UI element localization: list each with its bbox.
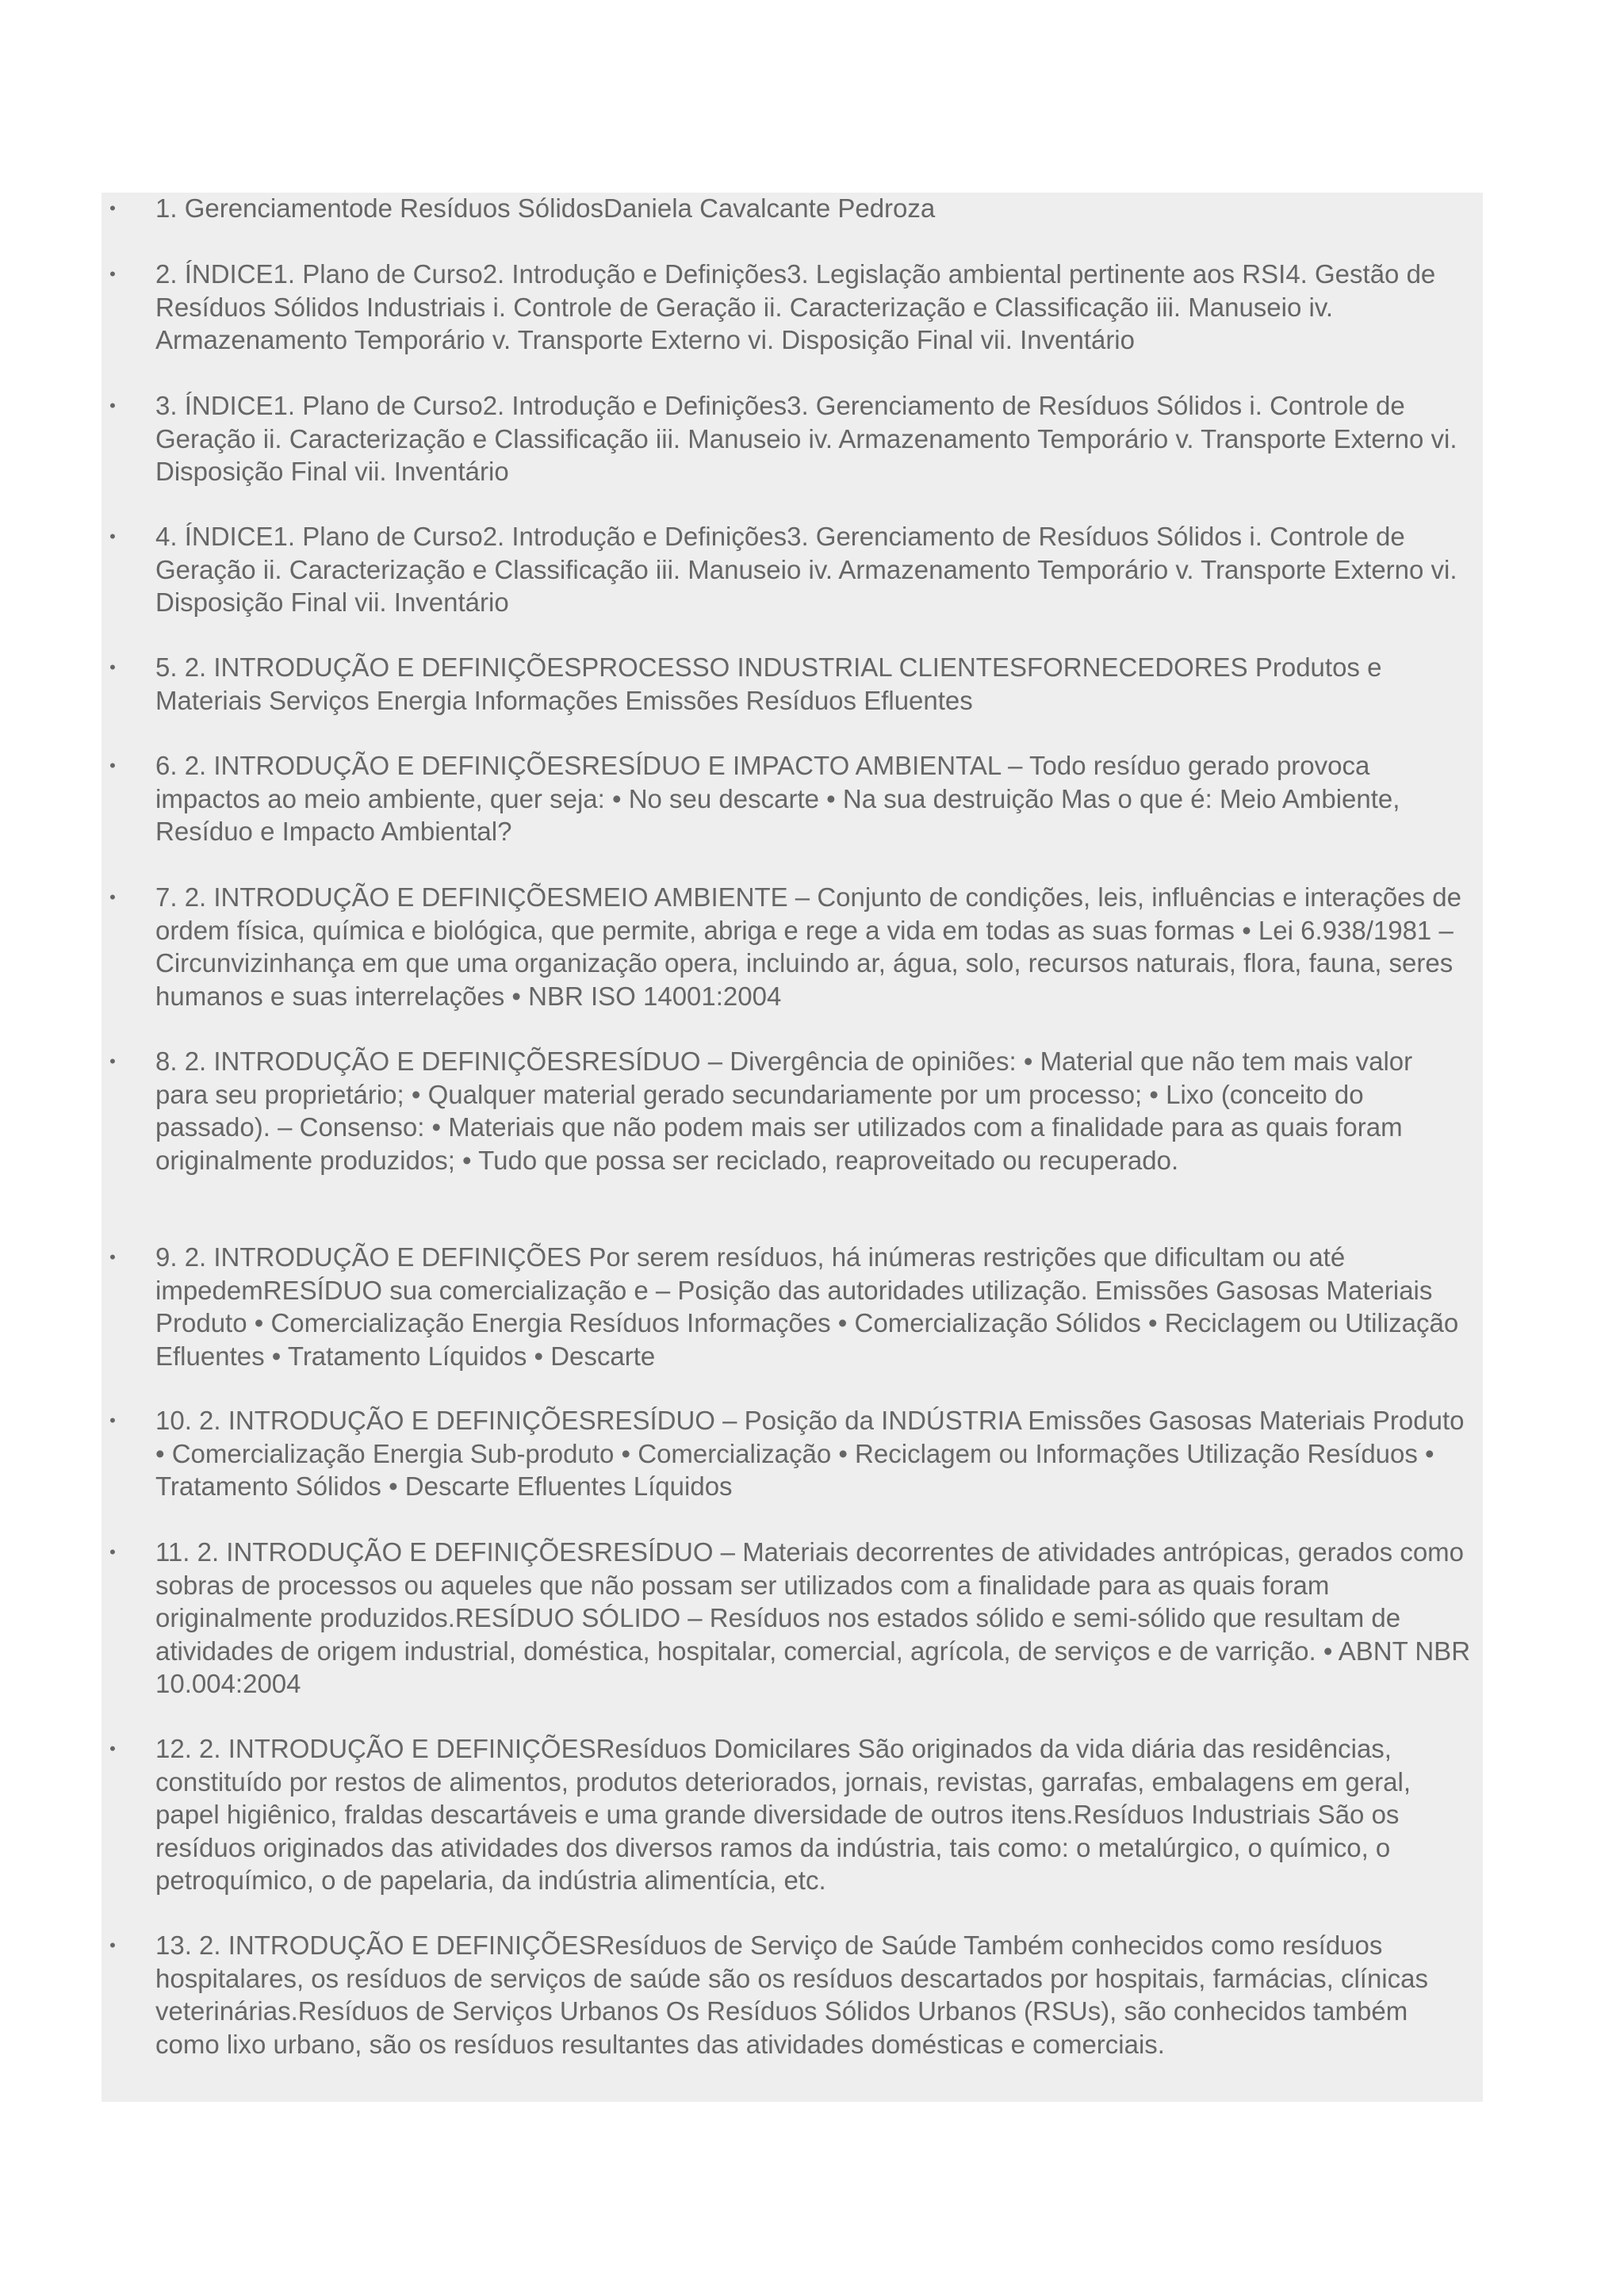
list-item bbox=[102, 1929, 1483, 2061]
list-item-text: 8. 2. INTRODUÇÃO E DEFINIÇÕESRESÍDUO – Divergência de opiniões: • Material que não tem mais valor para seu proprietário; • Qualquer material gerado secundariamente por um processo; • Lixo (conceito do passado). – Consenso: • Materiais que não podem mais ser utilizados com a finalidade para as quais foram originalmente produzidos; • Tudo que possa ser reciclado, reaproveitado ou recuperado. bbox=[155, 1047, 1413, 1175]
list-item-text: 1. Gerenciamentode Resíduos SólidosDaniela Cavalcante Pedroza bbox=[155, 193, 936, 223]
list-item-text: 7. 2. INTRODUÇÃO E DEFINIÇÕESMEIO AMBIENTE – Conjunto de condições, leis, influências e interações de ordem física, química e biológica, que permite, abriga e rege a vida em todas as suas formas • Lei 6.938/1981 – Circunvizinhança em que uma organização opera, incluindo ar, água, solo, recursos naturais, flora, fauna, seres humanos e suas interrelações • NBR ISO 14001:2004 bbox=[155, 882, 1461, 1011]
list-item bbox=[102, 1732, 1483, 1897]
bullet-icon: • bbox=[109, 1051, 116, 1071]
list-item bbox=[102, 1404, 1483, 1503]
list-item bbox=[102, 258, 1483, 357]
bullet-icon: • bbox=[109, 1410, 116, 1430]
bullet-icon: • bbox=[109, 1247, 116, 1267]
list-item-text: 11. 2. INTRODUÇÃO E DEFINIÇÕESRESÍDUO – Materiais decorrentes de atividades antrópicas, gerados como sobras de processos ou aqueles que não possam ser utilizados com a finalidade para as quais foram originalmente produzidos.RESÍDUO SÓLIDO – Resíduos nos estados sólido e semi-sólido que resultam de atividades de origem industrial, doméstica, hospitalar, comercial, agrícola, de serviços e de varrição. • ABNT NBR 10.004:2004 bbox=[155, 1537, 1471, 1698]
list-item-text: 9. 2. INTRODUÇÃO E DEFINIÇÕES Por serem resíduos, há inúmeras restrições que dificultam ou até impedemRESÍDUO sua comercialização e – Posição das autoridades utilização. Emissões Gasosas Materiais Produto • Comercialização Energia Resíduos Informações • Comercialização Sólidos • Reciclagem ou Utilização Efluentes • Tratamento Líquidos • Descarte bbox=[155, 1242, 1459, 1371]
list-item bbox=[102, 520, 1483, 619]
list-item-text: 4. ÍNDICE1. Plano de Curso2. Introdução e Definições3. Gerenciamento de Resíduos Sólidos i. Controle de Geração ii. Caracterização e Classificação iii. Manuseio iv. Armazenamento Temporário v. Transporte Externo vi. Disposição Final vii. Inventário bbox=[155, 522, 1457, 617]
bullet-icon: • bbox=[109, 198, 116, 218]
list-item-text: 10. 2. INTRODUÇÃO E DEFINIÇÕESRESÍDUO – Posição da INDÚSTRIA Emissões Gasosas Materiais Produto • Comercialização Energia Sub-produto • Comercialização • Reciclagem ou Informações Utilização Resíduos • Tratamento Sólidos • Descarte Efluentes Líquidos bbox=[155, 1406, 1465, 1501]
list-item-text: 5. 2. INTRODUÇÃO E DEFINIÇÕESPROCESSO INDUSTRIAL CLIENTESFORNECEDORES Produtos e Materiais Serviços Energia Informações Emissões Resíduos Efluentes bbox=[155, 652, 1382, 715]
list-item-text: 3. ÍNDICE1. Plano de Curso2. Introdução e Definições3. Gerenciamento de Resíduos Sólidos i. Controle de Geração ii. Caracterização e Classificação iii. Manuseio iv. Armazenamento Temporário v. Transporte Externo vi. Disposição Final vii. Inventário bbox=[155, 391, 1457, 486]
list-item-text: 13. 2. INTRODUÇÃO E DEFINIÇÕESResíduos de Serviço de Saúde Também conhecidos como resíduos hospitalares, os resíduos de serviços de saúde são os resíduos descartados por hospitais, farmácias, clínicas veterinárias.Resíduos de Serviços Urbanos Os Resíduos Sólidos Urbanos (RSUs), são conhecidos também como lixo urbano, são os resíduos resultantes das atividades domésticas e comerciais. bbox=[155, 1931, 1428, 2059]
list-item bbox=[102, 1536, 1483, 1701]
bullet-icon: • bbox=[109, 264, 116, 284]
list-item bbox=[102, 1241, 1483, 1372]
slide-text-block bbox=[102, 193, 1483, 2102]
bullet-icon: • bbox=[109, 526, 116, 546]
list-item-text: 2. ÍNDICE1. Plano de Curso2. Introdução e Definições3. Legislação ambiental pertinente aos RSI4. Gestão de Resíduos Sólidos Industriais i. Controle de Geração ii. Caracterização e Classificação iii. Manuseio iv. Armazenamento Temporário v. Transporte Externo vi. Disposição Final vii. Inventário bbox=[155, 259, 1436, 354]
bullet-icon: • bbox=[109, 756, 116, 775]
bullet-icon: • bbox=[109, 1935, 116, 1955]
list-item bbox=[102, 651, 1483, 717]
list-item-text: 12. 2. INTRODUÇÃO E DEFINIÇÕESResíduos Domicilares São originados da vida diária das residências, constituído por restos de alimentos, produtos deteriorados, jornais, revistas, garrafas, embalagens em geral, papel higiênico, fraldas descartáveis e uma grande diversidade de outros itens.Resíduos Industriais São os resíduos originados das atividades dos diversos ramos da indústria, tais como: o metalúrgico, o químico, o petroquímico, o de papelaria, da indústria alimentícia, etc. bbox=[155, 1734, 1411, 1895]
bullet-icon: • bbox=[109, 887, 116, 907]
list-item bbox=[102, 1045, 1483, 1177]
list-item bbox=[102, 389, 1483, 488]
bullet-icon: • bbox=[109, 1542, 116, 1562]
list-item bbox=[102, 749, 1483, 848]
list-item bbox=[102, 192, 1483, 225]
bullet-icon: • bbox=[109, 657, 116, 677]
list-item bbox=[102, 881, 1483, 1012]
bullet-icon: • bbox=[109, 396, 116, 415]
bullet-icon: • bbox=[109, 1739, 116, 1758]
list-item-text: 6. 2. INTRODUÇÃO E DEFINIÇÕESRESÍDUO E IMPACTO AMBIENTAL – Todo resíduo gerado provoca impactos ao meio ambiente, quer seja: • No seu descarte • Na sua destruição Mas o que é: Meio Ambiente, Resíduo e Impacto Ambiental? bbox=[155, 751, 1400, 846]
